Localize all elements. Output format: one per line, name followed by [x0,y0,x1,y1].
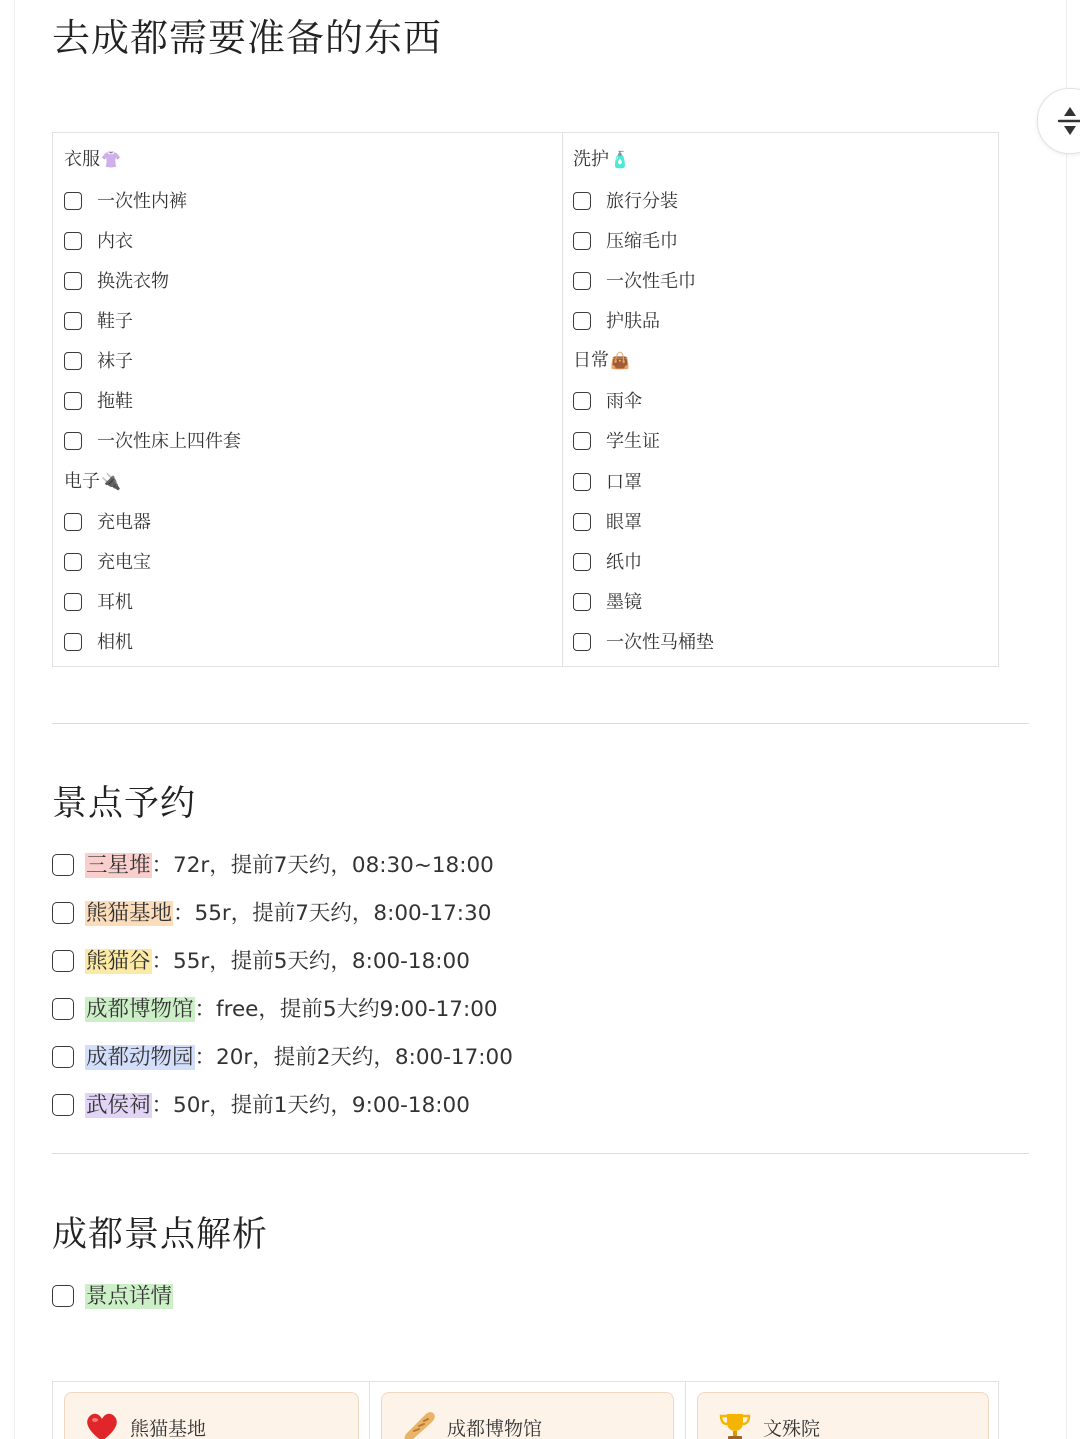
checkbox[interactable] [64,633,82,651]
checkbox[interactable] [573,553,591,571]
checkbox[interactable] [64,352,82,370]
attraction-card[interactable] [697,1392,989,1439]
checkbox[interactable] [64,232,82,250]
reservation-text [85,851,494,881]
checkbox[interactable] [64,312,82,330]
checklist-item-label: 旅行分装 [606,191,678,212]
category-label [573,148,630,172]
checklist-item-label: 纸巾 [606,552,642,573]
checkbox[interactable] [64,553,82,571]
checkbox[interactable] [64,272,82,290]
checklist-item-label: 雨伞 [606,391,642,412]
attraction-name-highlight: 成都动物园 [86,1045,194,1070]
reservation-detail: ：20r，提前2天约，8:00-17:00 [194,1045,513,1070]
category-text: 洗护 [573,149,609,170]
expand-collapse-icon [1053,106,1080,136]
divider [52,1153,1029,1154]
checkbox[interactable] [52,902,74,924]
trophy-icon [718,1411,752,1439]
page-left-edge [14,0,15,1439]
checklist-item-label: 一次性马桶垫 [606,632,714,653]
collapse-toggle-button[interactable] [1037,88,1080,154]
heart-icon [85,1411,119,1439]
checklist-item-label: 鞋子 [97,311,133,332]
category-emoji-icon: 👜 [610,351,630,370]
checklist-item-label: 内衣 [97,231,133,252]
attraction-detail-link[interactable]: 景点详情 [86,1284,173,1309]
checkbox[interactable] [573,593,591,611]
attraction-card[interactable] [381,1392,674,1439]
attraction-card-title: 成都博物馆 [447,1418,543,1439]
checklist-item-label: 袜子 [97,351,133,372]
category-text: 日常 [573,350,609,371]
packing-table [52,132,999,667]
reservation-detail: ：55r，提前7天约，8:00-17:30 [173,901,492,926]
checklist-item-label: 护肤品 [606,311,660,332]
category-text: 电子 [64,471,100,492]
checklist-item-label: 充电宝 [97,552,151,573]
checkbox[interactable] [52,1285,74,1307]
attraction-card-title: 熊猫基地 [130,1418,207,1439]
checklist-item-label: 拖鞋 [97,391,133,412]
reservation-detail: ：72r，提前7天约，08:30~18:00 [151,853,494,878]
checklist-item-label: 眼罩 [606,512,642,533]
category-emoji-icon: 🧴 [610,150,630,169]
attraction-name-highlight: 武侯祠 [86,1093,151,1118]
checklist-item-label: 学生证 [606,431,660,452]
checklist-item-label: 换洗衣物 [97,271,169,292]
checkbox[interactable] [64,593,82,611]
checklist-item-label: 墨镜 [606,592,642,613]
packing-column-left [53,133,563,666]
attraction-name-highlight: 三星堆 [86,853,151,878]
reservation-text [85,995,498,1025]
checkbox[interactable] [64,192,82,210]
checkbox[interactable] [573,473,591,491]
checklist-item-label: 口罩 [606,472,642,493]
checklist-item-label: 耳机 [97,592,133,613]
attraction-name-highlight: 成都博物馆 [86,997,194,1022]
reservation-detail: ：55r，提前5天约，8:00-18:00 [151,949,470,974]
page-title: 去成都需要准备的东西 [52,16,443,60]
reservation-text [85,947,470,977]
checklist-item-label: 一次性内裤 [97,191,187,212]
packing-column-right [562,133,998,666]
checklist-item-label: 相机 [97,632,133,653]
category-text: 衣服 [64,149,100,170]
category-label [64,470,121,494]
checkbox[interactable] [52,1046,74,1068]
checkbox[interactable] [573,633,591,651]
checkbox[interactable] [64,513,82,531]
reservation-detail: ：free，提前5大约9:00-17:00 [194,997,498,1022]
checkbox[interactable] [52,854,74,876]
category-label [64,148,121,172]
checkbox[interactable] [573,272,591,290]
reservation-text [85,1091,470,1121]
checkbox[interactable] [64,392,82,410]
category-emoji-icon: 🔌 [101,472,121,491]
attraction-name-highlight: 熊猫谷 [86,949,151,974]
checklist-item-label: 一次性床上四件套 [97,431,241,452]
checkbox[interactable] [52,998,74,1020]
reservation-detail: ：50r，提前1天约，9:00-18:00 [151,1093,470,1118]
section-heading-reservations: 景点予约 [52,784,197,824]
checkbox[interactable] [573,192,591,210]
checkbox[interactable] [52,1094,74,1116]
checkbox[interactable] [52,950,74,972]
divider [52,723,1029,724]
checkbox[interactable] [573,312,591,330]
checkbox[interactable] [573,392,591,410]
gallery-column-divider [369,1382,370,1439]
attraction-card[interactable] [64,1392,359,1439]
attraction-name-highlight: 熊猫基地 [86,901,173,926]
category-label [573,349,630,373]
reservation-text [85,1043,513,1073]
checkbox[interactable] [64,432,82,450]
baguette-icon [402,1411,436,1439]
reservation-text [85,899,491,929]
page-right-edge [1066,0,1067,1439]
checklist-item-label: 压缩毛巾 [606,231,678,252]
checkbox[interactable] [573,432,591,450]
checkbox[interactable] [573,513,591,531]
category-emoji-icon: 👚 [101,150,121,169]
checklist-item-label: 充电器 [97,512,151,533]
checkbox[interactable] [573,232,591,250]
gallery-column-divider [685,1382,686,1439]
attraction-card-title: 文殊院 [763,1418,821,1439]
section-heading-analysis: 成都景点解析 [52,1215,269,1255]
attraction-card-gallery [52,1381,999,1439]
checklist-item-label: 一次性毛巾 [606,271,696,292]
